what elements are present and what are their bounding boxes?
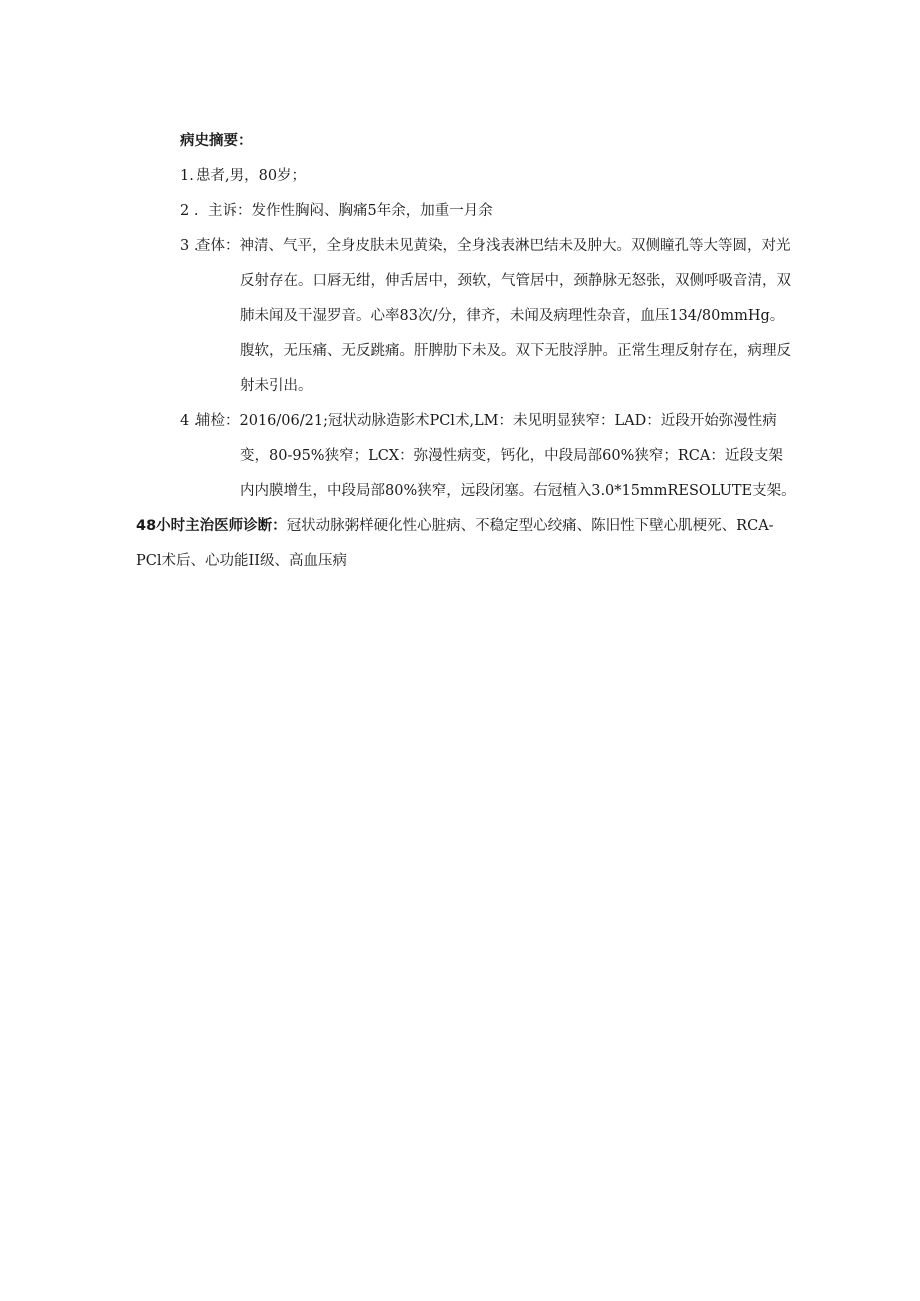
item-text: 辅检：2016/06/21;冠状动脉造影术PCl术,LM：未见明显狭窄：LAD：近段开始弥漫性病变，80-95%狭窄；LCX：弥漫性病变，钙化，中段局部60%狭窄；RCA：近段支架内内膜增生，中段局部80%狭窄，远段闭塞。右冠植入3.0*15mmRESOLUTE支架。 <box>196 413 796 499</box>
item-number: 4 . <box>180 413 199 429</box>
item-number: 3 . <box>180 238 199 254</box>
item-text: 查体：神清、气平，全身皮肤未见黄染，全身浅表淋巴结未及肿大。双侧瞳孔等大等圆，对光反射存在。口唇无绀，伸舌居中，颈软，气管居中，颈静脉无怒张，双侧呼吸音清，双肺未闻及干湿罗音。心率83次/分，律齐，未闻及病理性杂音，血压134/80mmHg。腹软，无压痛、无反跳痛。肝脾肋下未及。双下无肢浮肿。正常生理反射存在，病理反射未引出。 <box>196 238 791 394</box>
history-item-age <box>180 159 796 194</box>
history-item-exam <box>180 229 796 404</box>
item-text: 患者,男，80岁； <box>196 168 307 184</box>
medical-record <box>136 124 796 579</box>
history-item-tests <box>180 404 796 509</box>
diagnosis-label: 48小时主治医师诊断： <box>136 518 287 534</box>
history-summary-heading: 病史摘要： <box>180 133 253 149</box>
item-text: 主诉：发作性胸闷、胸痛5年余，加重一月余 <box>208 203 493 219</box>
item-number: 2 . <box>180 203 199 219</box>
item-number: 1. <box>180 168 194 184</box>
attending-diagnosis <box>136 509 796 579</box>
history-item-complaint <box>180 194 796 229</box>
diagnosis-text: 冠状动脉粥样硬化性心脏病、不稳定型心绞痛、陈旧性下壁心肌梗死、RCA-PCl术后、心功能II级、高血压病 <box>136 518 774 569</box>
